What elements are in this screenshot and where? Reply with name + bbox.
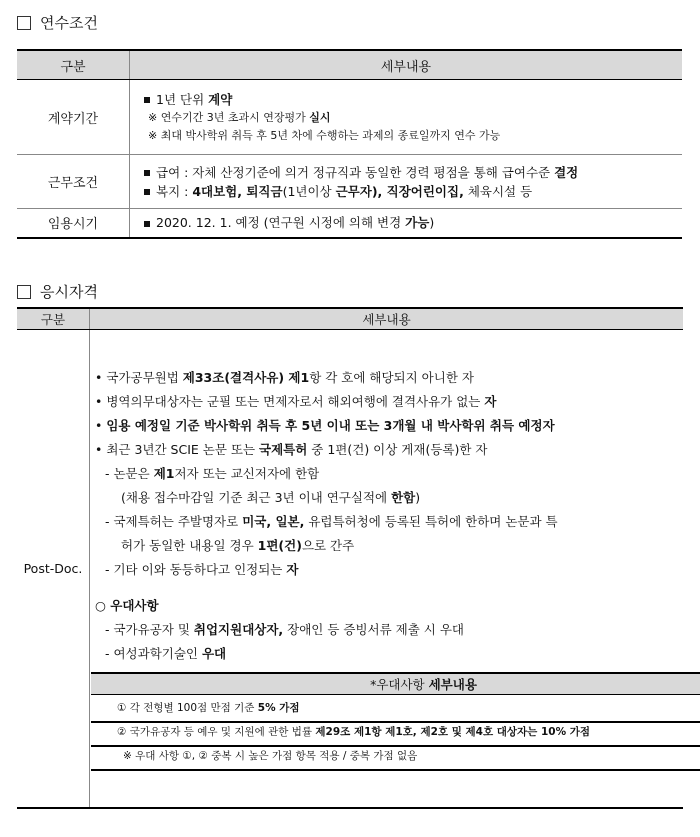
row-details — [90, 330, 684, 808]
bullet-square-icon — [144, 189, 150, 195]
bullet-square-icon — [144, 97, 150, 103]
preference-item: - 국가유공자 및 취업지원대상자, 장애인 등 증빙서류 제출 시 우대 — [105, 622, 464, 637]
preference-details-table — [91, 672, 700, 771]
detail-line: 급여 : 자체 산정기준에 의거 정규직과 동일한 경력 평점을 통해 급여수준 결정 — [144, 163, 668, 182]
preference-rule: ① 각 전형별 100점 만점 기준 5% 가점 — [91, 695, 700, 723]
row-details — [130, 80, 683, 155]
qualification-item: • 임용 예정일 기준 박사학위 취득 후 5년 이내 또는 3개월 내 박사학위 취득 예정자 — [95, 418, 555, 433]
qualification-subitem: (채용 접수마감일 기준 최근 3년 이내 연구실적에 한함) — [121, 490, 421, 505]
table-row — [17, 330, 683, 808]
checkbox-square-icon — [17, 16, 31, 30]
detail-line: ※ 최대 박사학위 취득 후 5년 차에 수행하는 과제의 종료일까지 연수 가능 — [148, 128, 501, 142]
detail-line: 1년 단위 계약 — [144, 90, 668, 109]
qualification-subitem: 허가 동일한 내용일 경우 1편(건)으로 간주 — [121, 538, 355, 553]
row-label: 근무조건 — [17, 155, 130, 209]
preference-table-header: *우대사항 세부내용 — [91, 673, 700, 695]
preference-note: ※ 우대 사항 ①, ② 중복 시 높은 가점 항목 적용 / 중복 가점 없음 — [91, 746, 700, 770]
row-label: Post-Doc. — [17, 330, 90, 808]
section2-heading — [17, 281, 98, 302]
bullet-square-icon — [144, 221, 150, 227]
qualification-subitem: - 기타 이와 동등하다고 인정되는 자 — [105, 562, 299, 577]
header-category: 구분 — [17, 308, 90, 330]
header-details: 세부내용 — [90, 308, 684, 330]
qualifications-table — [17, 307, 683, 809]
section1-title: 연수조건 — [40, 14, 98, 32]
section2-title: 응시자격 — [40, 283, 98, 301]
qualification-item: • 병역의무대상자는 군필 또는 면제자로서 해외여행에 결격사유가 없는 자 — [95, 394, 497, 409]
preference-title: ○ 우대사항 — [95, 598, 159, 613]
detail-line: 복지 : 4대보험, 퇴직금(1년이상 근무자), 직장어린이집, 체육시설 등 — [144, 182, 668, 201]
table-row — [17, 209, 682, 238]
table-header-row — [91, 673, 700, 695]
row-details — [130, 155, 683, 209]
training-conditions-table — [17, 49, 682, 239]
bullet-square-icon — [144, 170, 150, 176]
header-category: 구분 — [17, 50, 130, 80]
preference-item: - 여성과학기술인 우대 — [105, 646, 227, 661]
table-header-row — [17, 308, 683, 330]
header-details: 세부내용 — [130, 50, 683, 80]
qualification-item: • 최근 3년간 SCIE 논문 또는 국제특허 중 1편(건) 이상 게재(등록)한 자 — [95, 442, 488, 457]
table-row — [91, 695, 700, 723]
row-label: 임용시기 — [17, 209, 130, 238]
row-details — [130, 209, 683, 238]
checkbox-square-icon — [17, 285, 31, 299]
table-row — [17, 80, 682, 155]
qualification-item: • 국가공무원법 제33조(결격사유) 제1항 각 호에 해당되지 아니한 자 — [95, 370, 474, 385]
qualification-subitem: - 국제특허는 주발명자로 미국, 일본, 유럽특허청에 등록된 특허에 한하며 논문과 특 — [105, 514, 558, 529]
qualification-subitem: - 논문은 제1저자 또는 교신저자에 한함 — [105, 466, 320, 481]
table-row — [91, 746, 700, 770]
table-row — [91, 722, 700, 746]
table-row — [17, 155, 682, 209]
preference-rule: ② 국가유공자 등 예우 및 지원에 관한 법률 제29조 제1항 제1호, 제2호 및 제4호 대상자는 10% 가점 — [91, 722, 700, 746]
detail-line: 2020. 12. 1. 예정 (연구원 시정에 의해 변경 가능) — [144, 213, 668, 232]
row-label: 계약기간 — [17, 80, 130, 155]
table-header-row — [17, 50, 682, 80]
section1-heading — [17, 12, 98, 33]
detail-line: ※ 연수기간 3년 초과시 연장평가 실시 — [148, 110, 331, 124]
